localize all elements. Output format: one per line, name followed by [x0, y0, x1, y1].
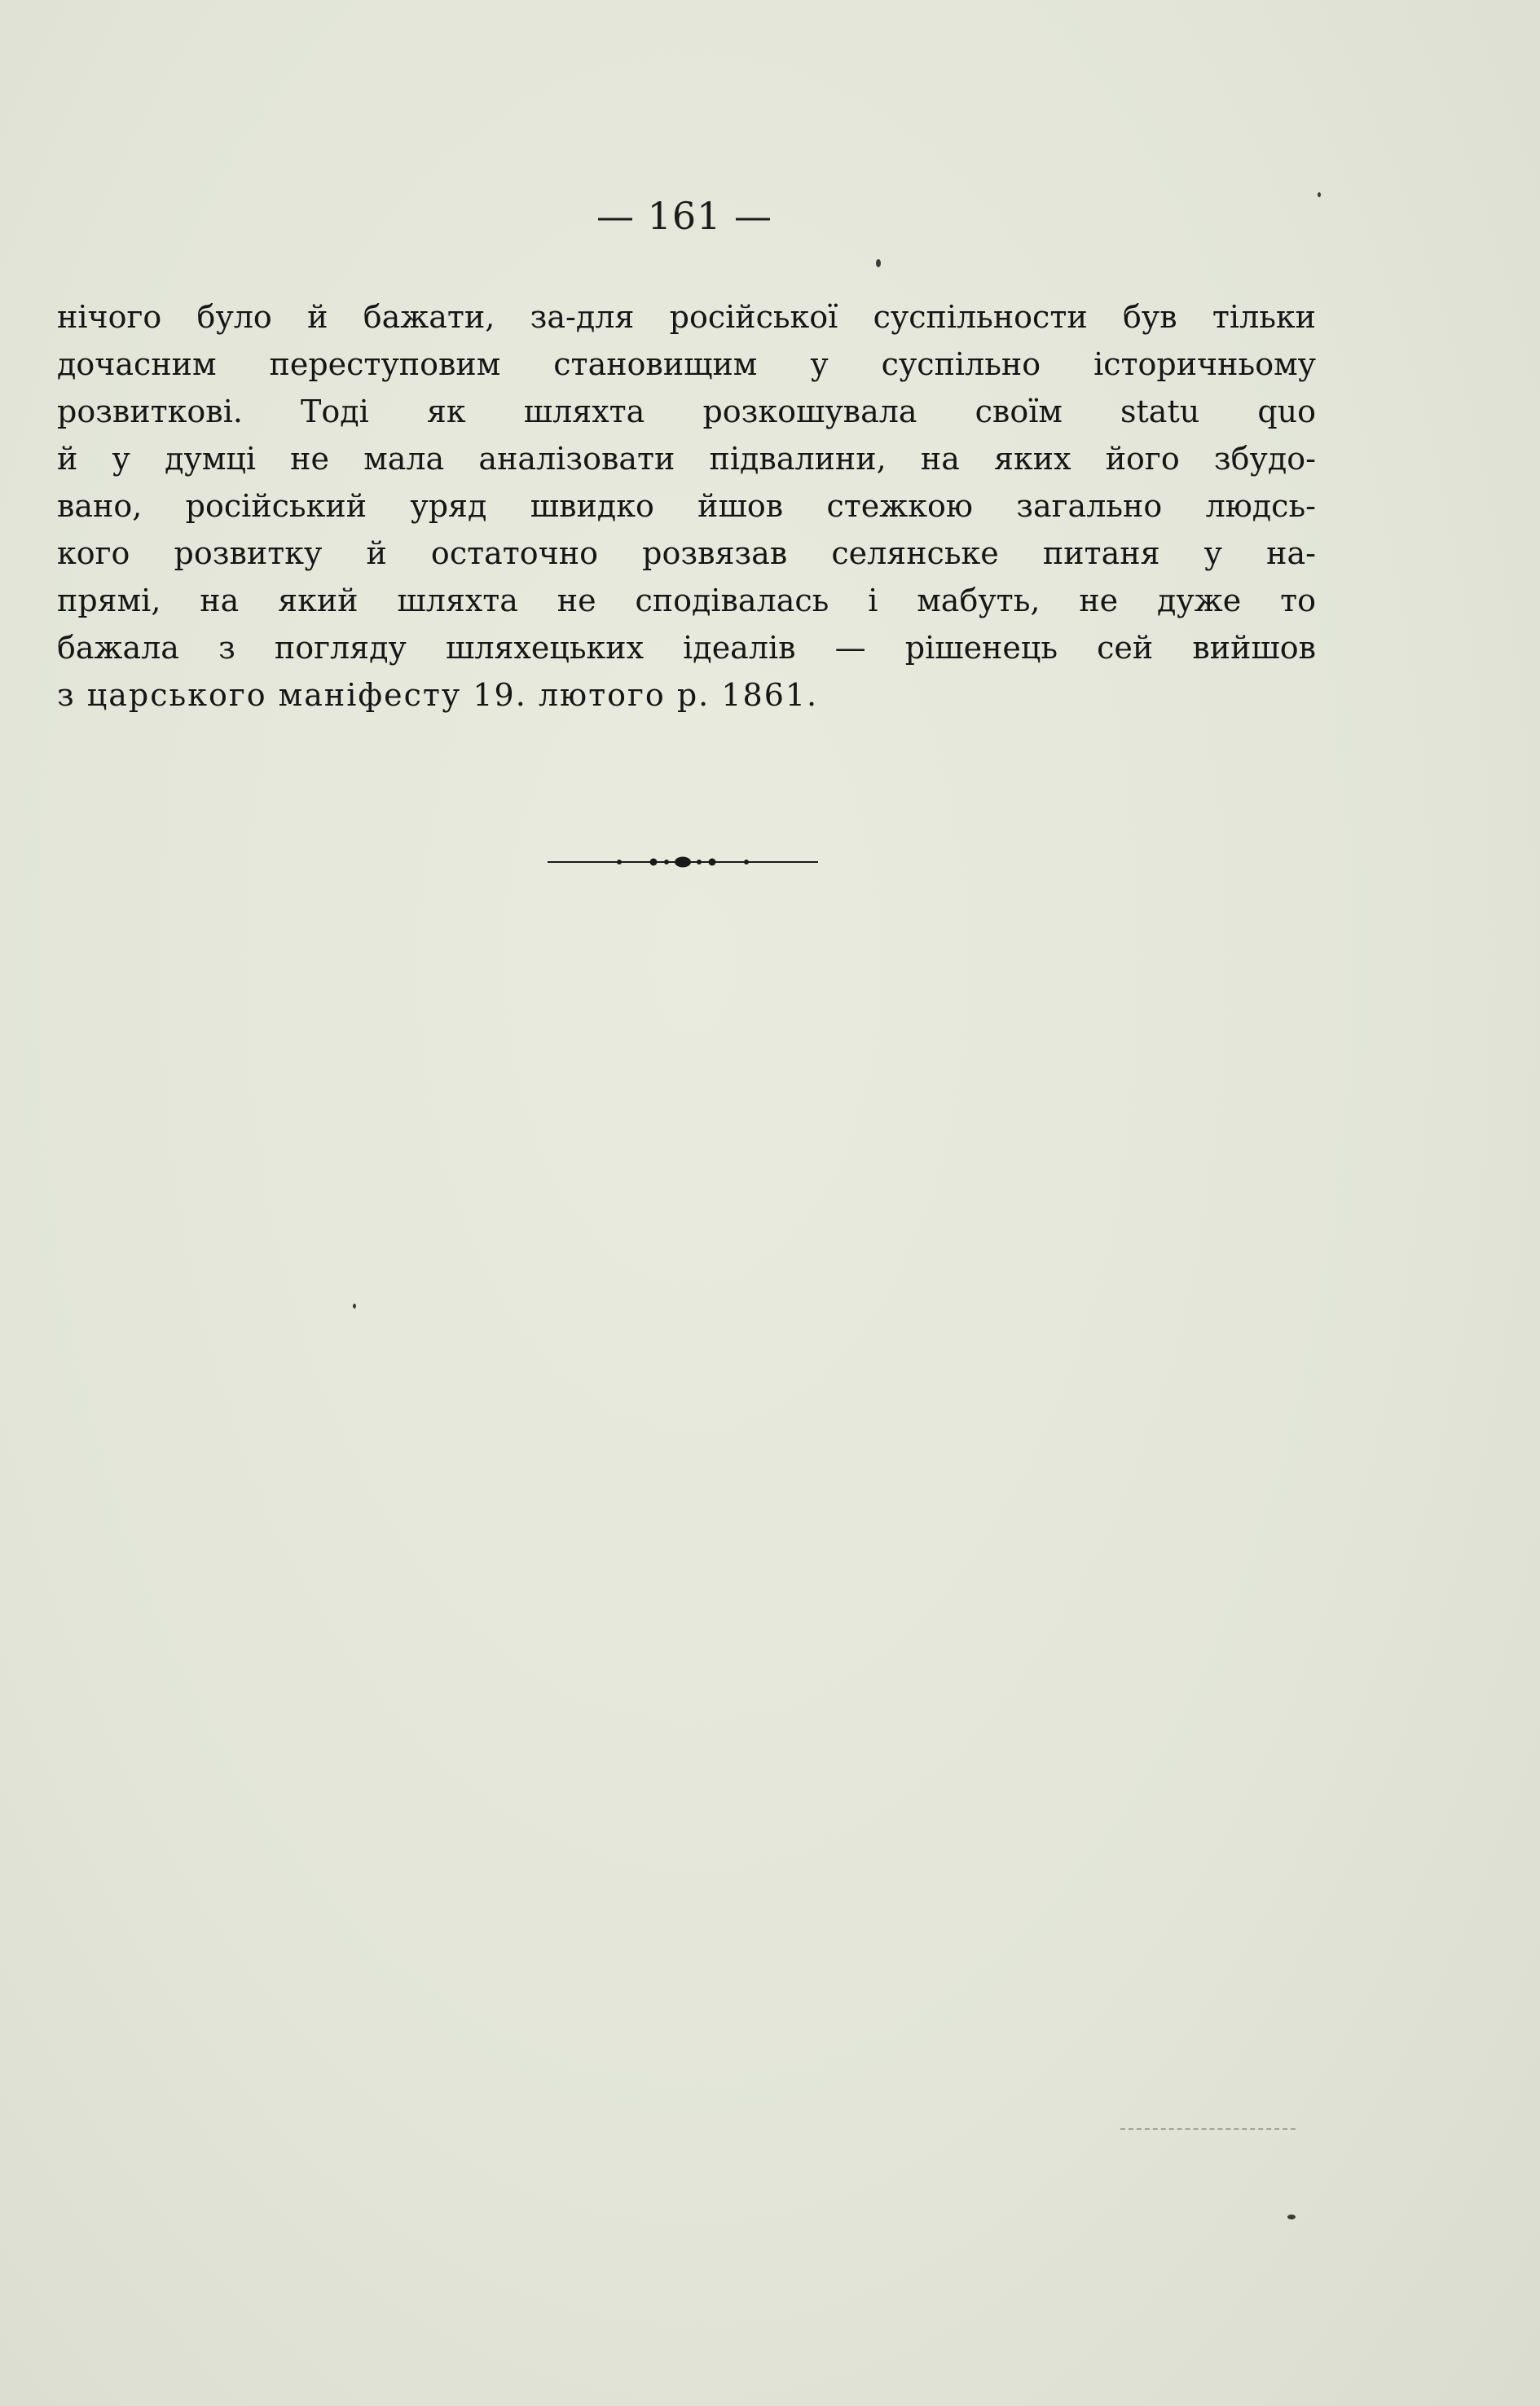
text-line: з царського маніфесту 19. лютого р. 1861. [57, 677, 819, 713]
paper-speck [1287, 2215, 1296, 2219]
page-number: — 161 — [596, 194, 773, 238]
print-artifact-line [1120, 2128, 1296, 2131]
text-line: бажала з погляду шляхецьких ідеалів — рішенець сей вийшов [57, 630, 1316, 666]
text-line: кого розвитку й остаточно розвязав селянське питаня у на- [57, 535, 1316, 571]
text-line: нічого було й бажати, за-для російської суспільности був тільки [57, 299, 1316, 335]
text-line: розвиткові. Тоді як шляхта розкошувала своїм statu quo [57, 394, 1316, 429]
paper-speck [876, 259, 881, 267]
paper-speck [1318, 192, 1321, 197]
paper-speck [353, 1304, 356, 1309]
text-line: й у думці не мала аналізовати підвалини, на яких його збудо- [57, 441, 1316, 477]
body-paragraph [57, 293, 1316, 719]
text-line: дочасним переступовим становищим у суспільно історичньому [57, 346, 1316, 382]
section-divider-ornament [548, 852, 818, 872]
text-line: прямі, на який шляхта не сподівалась і мабуть, не дуже то [57, 583, 1316, 618]
text-line: вано, російський уряд швидко йшов стежкою загально людсь- [57, 488, 1316, 524]
